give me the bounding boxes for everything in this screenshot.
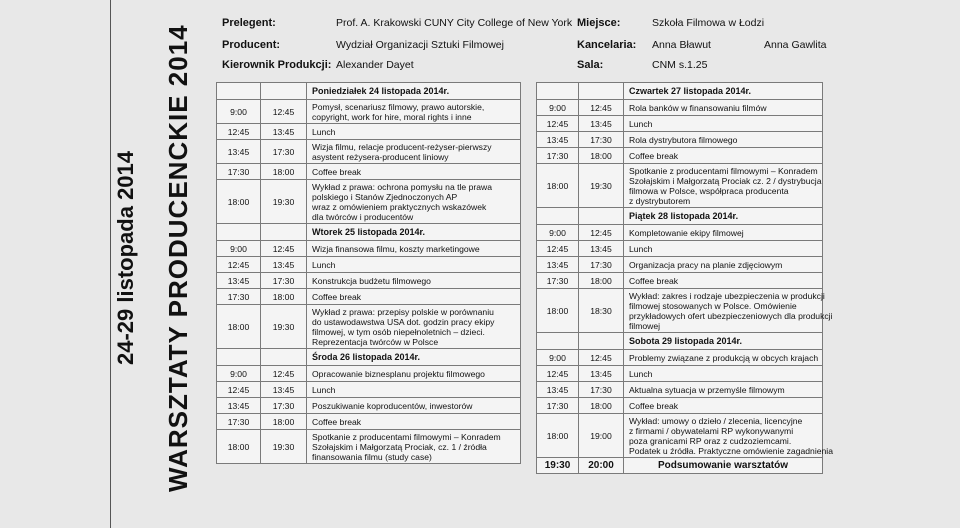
end-time: 18:00 bbox=[579, 398, 624, 414]
activity-line: Szołajskim i Małgorzatą Prociak, cz. 1 / źródła bbox=[312, 441, 487, 452]
activity-cell bbox=[624, 225, 823, 241]
activity-cell bbox=[624, 458, 823, 474]
start-time: 12:45 bbox=[537, 116, 579, 132]
end-time: 17:30 bbox=[261, 398, 307, 414]
activity-line: Wykład z prawa: przepisy polskie w porównaniu bbox=[312, 306, 494, 317]
kierownik-label: Kierownik Produkcji: bbox=[222, 59, 332, 71]
activity-cell bbox=[624, 382, 823, 398]
activity-cell bbox=[624, 366, 823, 382]
day-title: Poniedziałek 24 listopada 2014r. bbox=[307, 83, 521, 100]
start-time: 17:30 bbox=[537, 398, 579, 414]
activity-line: finansowania filmu (study case) bbox=[312, 451, 432, 462]
start-time: 9:00 bbox=[537, 225, 579, 241]
schedule-row bbox=[537, 289, 823, 333]
schedule-row bbox=[217, 398, 521, 414]
start-time: 17:30 bbox=[537, 148, 579, 164]
activity-line: Wykład z prawa: ochrona pomysłu na tle prawa bbox=[312, 181, 492, 192]
activity-line: Lunch bbox=[629, 368, 653, 379]
activity-line: Szołajskim i Małgorzatą Prociak cz. 2 / dystrybucja bbox=[629, 175, 822, 186]
schedule-row bbox=[537, 366, 823, 382]
activity-cell bbox=[624, 398, 823, 414]
activity-line: Coffee break bbox=[629, 150, 679, 161]
activity-cell bbox=[624, 241, 823, 257]
end-time: 13:45 bbox=[579, 116, 624, 132]
start-time: 13:45 bbox=[217, 140, 261, 164]
activity-line: Wykład: umowy o dzieło / zlecenia, licencyjne bbox=[629, 415, 803, 426]
schedule-body-right bbox=[537, 83, 833, 474]
end-time: 18:00 bbox=[261, 414, 307, 430]
start-time: 12:45 bbox=[217, 382, 261, 398]
schedule-row bbox=[217, 382, 521, 398]
activity-line: filmowej, w tym osób niepełnoletnich – dzieci. bbox=[312, 326, 485, 337]
schedule-row bbox=[537, 273, 823, 289]
kancelaria-value-1: Anna Bławut bbox=[652, 39, 711, 51]
day-spacer-cell bbox=[537, 333, 579, 350]
workshop-dates: 24-29 listopada 2014 bbox=[113, 150, 138, 365]
schedule-row bbox=[217, 164, 521, 180]
activity-cell bbox=[624, 100, 823, 116]
end-time: 17:30 bbox=[579, 257, 624, 273]
start-time: 13:45 bbox=[537, 132, 579, 148]
activity-line: poza granicami RP oraz z cudzoziemcami. bbox=[629, 435, 792, 446]
info-header bbox=[222, 14, 942, 74]
activity-line: z dystrybutorem bbox=[629, 195, 691, 206]
start-time: 12:45 bbox=[537, 241, 579, 257]
day-title: Czwartek 27 listopada 2014r. bbox=[624, 83, 823, 100]
schedule-row bbox=[537, 398, 823, 414]
schedule-row bbox=[217, 273, 521, 289]
start-time: 18:00 bbox=[217, 180, 261, 224]
activity-cell bbox=[307, 241, 521, 257]
schedule-row bbox=[537, 148, 823, 164]
start-time: 12:45 bbox=[217, 257, 261, 273]
activity-line: Coffee break bbox=[629, 275, 679, 286]
end-time: 12:45 bbox=[261, 100, 307, 124]
schedule-row bbox=[537, 414, 823, 458]
end-time: 12:45 bbox=[261, 241, 307, 257]
day-header-row bbox=[217, 83, 521, 100]
day-spacer-cell bbox=[579, 83, 624, 100]
sala-label: Sala: bbox=[577, 59, 604, 71]
end-time: 12:45 bbox=[579, 225, 624, 241]
sala-value: CNM s.1.25 bbox=[652, 59, 708, 71]
start-time: 12:45 bbox=[537, 366, 579, 382]
day-header-row bbox=[537, 83, 823, 100]
day-header-row bbox=[537, 208, 823, 225]
activity-cell bbox=[307, 414, 521, 430]
day-title: Sobota 29 listopada 2014r. bbox=[624, 333, 823, 350]
end-time: 19:30 bbox=[579, 164, 624, 208]
activity-line: Wykład: zakres i rodzaje ubezpieczenia w produkcji bbox=[629, 290, 825, 301]
day-spacer-cell bbox=[537, 83, 579, 100]
activity-line: Wizja finansowa filmu, koszty marketingowe bbox=[312, 243, 480, 254]
day-spacer-cell bbox=[261, 224, 307, 241]
end-time: 20:00 bbox=[579, 458, 624, 474]
start-time: 13:45 bbox=[537, 382, 579, 398]
activity-cell bbox=[307, 140, 521, 164]
end-time: 18:00 bbox=[579, 273, 624, 289]
activity-line: Coffee break bbox=[312, 166, 362, 177]
end-time: 13:45 bbox=[261, 124, 307, 140]
activity-line: Lunch bbox=[312, 384, 336, 395]
start-time: 9:00 bbox=[537, 350, 579, 366]
activity-line: dla twórców i producentów bbox=[312, 211, 414, 222]
schedule-row bbox=[537, 350, 823, 366]
activity-cell bbox=[624, 164, 823, 208]
activity-line: przykładowych ofert ubezpieczeniowych dla produkcji bbox=[629, 310, 833, 321]
activity-line: Podatek u źródła. Praktyczne omówienie zagadnienia bbox=[629, 445, 833, 456]
end-time: 13:45 bbox=[261, 257, 307, 273]
activity-line: Podsumowanie warsztatów bbox=[657, 459, 789, 471]
start-time: 9:00 bbox=[217, 100, 261, 124]
activity-line: Lunch bbox=[629, 118, 653, 129]
day-header-row bbox=[217, 224, 521, 241]
start-time: 18:00 bbox=[217, 305, 261, 349]
end-time: 13:45 bbox=[579, 366, 624, 382]
start-time: 18:00 bbox=[537, 414, 579, 458]
activity-cell bbox=[624, 289, 833, 333]
day-spacer-cell bbox=[217, 349, 261, 366]
activity-line: copyright, work for hire, moral rights i inne bbox=[312, 111, 472, 122]
day-header-row bbox=[217, 349, 521, 366]
day-spacer-cell bbox=[217, 83, 261, 100]
start-time: 13:45 bbox=[537, 257, 579, 273]
activity-cell bbox=[307, 180, 521, 224]
schedule-row bbox=[537, 241, 823, 257]
activity-line: Coffee break bbox=[312, 291, 362, 302]
end-time: 12:45 bbox=[579, 350, 624, 366]
activity-line: wraz z omówieniem praktycznych wskazówek bbox=[312, 201, 487, 212]
day-spacer-cell bbox=[217, 224, 261, 241]
activity-line: Wizja filmu, relacje producent-reżyser-pierwszy bbox=[312, 141, 492, 152]
start-time: 19:30 bbox=[537, 458, 579, 474]
miejsce-value: Szkoła Filmowa w Łodzi bbox=[652, 17, 765, 29]
activity-line: Spotkanie z producentami filmowymi – Konradem bbox=[312, 431, 501, 442]
activity-cell bbox=[624, 116, 823, 132]
activity-line: Lunch bbox=[312, 126, 336, 137]
activity-line: filmowej bbox=[629, 320, 661, 331]
day-title: Środa 26 listopada 2014r. bbox=[307, 349, 521, 366]
start-time: 9:00 bbox=[217, 366, 261, 382]
activity-line: Aktualna sytuacja w przemyśle filmowym bbox=[629, 384, 785, 395]
start-time: 17:30 bbox=[217, 414, 261, 430]
activity-cell bbox=[624, 148, 823, 164]
schedule-row bbox=[217, 430, 521, 464]
activity-line: Rola dystrybutora filmowego bbox=[629, 134, 738, 145]
end-time: 12:45 bbox=[579, 100, 624, 116]
activity-line: filmowej stosowanych w Polsce. Omówienie bbox=[629, 300, 797, 311]
schedule-row bbox=[217, 289, 521, 305]
activity-line: Poszukiwanie koproducentów, inwestorów bbox=[312, 400, 473, 411]
activity-line: Pomysł, scenariusz filmowy, prawo autorskie, bbox=[312, 101, 485, 112]
activity-line: filmowa w Polsce, współpraca producenta bbox=[629, 185, 789, 196]
schedule-row bbox=[217, 366, 521, 382]
start-time: 9:00 bbox=[217, 241, 261, 257]
end-time: 19:00 bbox=[579, 414, 624, 458]
start-time: 18:00 bbox=[537, 289, 579, 333]
schedule-row bbox=[217, 257, 521, 273]
end-time: 17:30 bbox=[261, 140, 307, 164]
end-time: 17:30 bbox=[579, 382, 624, 398]
schedule-row bbox=[537, 116, 823, 132]
schedule-body-left bbox=[217, 83, 521, 464]
activity-cell bbox=[307, 289, 521, 305]
kancelaria-label: Kancelaria: bbox=[577, 39, 637, 51]
schedule-table-right bbox=[536, 82, 833, 474]
schedule-row bbox=[217, 414, 521, 430]
activity-cell bbox=[624, 257, 823, 273]
activity-line: Organizacja pracy na planie zdjęciowym bbox=[629, 259, 783, 270]
activity-cell bbox=[624, 414, 833, 458]
end-time: 18:30 bbox=[579, 289, 624, 333]
activity-cell bbox=[307, 398, 521, 414]
end-time: 18:00 bbox=[261, 289, 307, 305]
day-title: Piątek 28 listopada 2014r. bbox=[624, 208, 823, 225]
activity-cell bbox=[307, 164, 521, 180]
activity-line: Coffee break bbox=[312, 416, 362, 427]
producent-label: Producent: bbox=[222, 39, 281, 51]
schedule-table-left bbox=[216, 82, 521, 464]
miejsce-label: Miejsce: bbox=[577, 17, 621, 29]
day-spacer-cell bbox=[579, 208, 624, 225]
start-time: 13:45 bbox=[217, 273, 261, 289]
activity-cell bbox=[307, 382, 521, 398]
activity-line: Problemy związane z produkcją w obcych krajach bbox=[629, 352, 819, 363]
kierownik-value: Alexander Dayet bbox=[336, 59, 414, 71]
end-time: 13:45 bbox=[261, 382, 307, 398]
prelegent-value: Prof. A. Krakowski CUNY City College of New York bbox=[336, 17, 573, 29]
start-time: 18:00 bbox=[217, 430, 261, 464]
schedule-row bbox=[217, 305, 521, 349]
activity-line: Coffee break bbox=[629, 400, 679, 411]
start-time: 17:30 bbox=[217, 164, 261, 180]
kancelaria-value-2: Anna Gawlita bbox=[764, 39, 827, 51]
start-time: 17:30 bbox=[537, 273, 579, 289]
prelegent-label: Prelegent: bbox=[222, 17, 276, 29]
start-time: 12:45 bbox=[217, 124, 261, 140]
activity-line: Kompletowanie ekipy filmowej bbox=[629, 227, 744, 238]
activity-cell bbox=[307, 430, 521, 464]
schedule-row bbox=[537, 225, 823, 241]
activity-line: Konstrukcja budżetu filmowego bbox=[312, 275, 431, 286]
end-time: 12:45 bbox=[261, 366, 307, 382]
day-title: Wtorek 25 listopada 2014r. bbox=[307, 224, 521, 241]
schedule-row bbox=[217, 180, 521, 224]
activity-line: Spotkanie z producentami filmowymi – Konradem bbox=[629, 165, 818, 176]
start-time: 9:00 bbox=[537, 100, 579, 116]
schedule-row bbox=[217, 241, 521, 257]
end-time: 19:30 bbox=[261, 305, 307, 349]
activity-line: Reprezentacja twórców w Polsce bbox=[312, 336, 439, 347]
start-time: 18:00 bbox=[537, 164, 579, 208]
schedule-row bbox=[537, 257, 823, 273]
activity-cell bbox=[624, 350, 823, 366]
activity-cell bbox=[307, 366, 521, 382]
day-header-row bbox=[537, 333, 823, 350]
day-spacer-cell bbox=[579, 333, 624, 350]
activity-line: Lunch bbox=[629, 243, 653, 254]
activity-cell bbox=[307, 100, 521, 124]
sidebar-divider bbox=[110, 0, 111, 528]
schedule-row bbox=[217, 124, 521, 140]
end-time: 18:00 bbox=[261, 164, 307, 180]
end-time: 17:30 bbox=[579, 132, 624, 148]
activity-line: Lunch bbox=[312, 259, 336, 270]
schedule-row bbox=[537, 132, 823, 148]
activity-cell bbox=[624, 132, 823, 148]
activity-line: Rola banków w finansowaniu filmów bbox=[629, 102, 767, 113]
end-time: 19:30 bbox=[261, 430, 307, 464]
producent-value: Wydział Organizacji Sztuki Filmowej bbox=[336, 39, 504, 51]
end-time: 13:45 bbox=[579, 241, 624, 257]
activity-line: asystent reżysera-producent liniowy bbox=[312, 151, 449, 162]
schedule-row bbox=[537, 382, 823, 398]
end-time: 18:00 bbox=[579, 148, 624, 164]
activity-line: do ustawodawstwa USA dot. godzin pracy ekipy bbox=[312, 316, 495, 327]
activity-line: polskiego i Stanów Zjednoczonych AP bbox=[312, 191, 458, 202]
activity-line: Opracowanie biznesplanu projektu filmowego bbox=[312, 368, 485, 379]
workshop-title: WARSZTATY PRODUCENCKIE 2014 bbox=[163, 24, 193, 492]
schedule-row bbox=[537, 458, 823, 474]
schedule-row bbox=[217, 140, 521, 164]
end-time: 17:30 bbox=[261, 273, 307, 289]
start-time: 17:30 bbox=[217, 289, 261, 305]
start-time: 13:45 bbox=[217, 398, 261, 414]
day-spacer-cell bbox=[261, 349, 307, 366]
activity-line: z firmami / obywatelami RP wykonywanymi bbox=[629, 425, 794, 436]
day-spacer-cell bbox=[261, 83, 307, 100]
schedule-row bbox=[217, 100, 521, 124]
schedule-row bbox=[537, 100, 823, 116]
activity-cell bbox=[307, 305, 521, 349]
activity-cell bbox=[307, 124, 521, 140]
schedule-row bbox=[537, 164, 823, 208]
end-time: 19:30 bbox=[261, 180, 307, 224]
activity-cell bbox=[307, 273, 521, 289]
activity-cell bbox=[624, 273, 823, 289]
activity-cell bbox=[307, 257, 521, 273]
day-spacer-cell bbox=[537, 208, 579, 225]
